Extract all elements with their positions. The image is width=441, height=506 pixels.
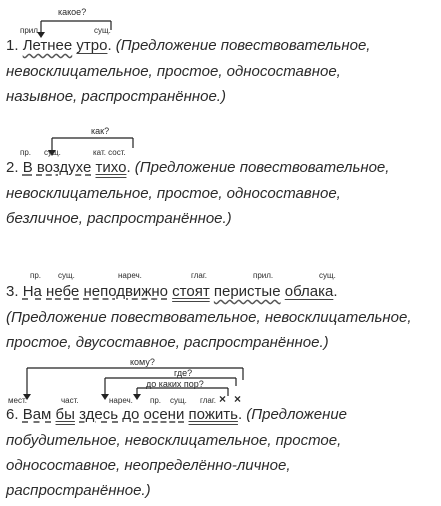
period: . bbox=[126, 159, 131, 176]
word-nebe: небе bbox=[46, 283, 80, 300]
word-by: бы bbox=[55, 406, 75, 423]
word-oseni: осени bbox=[143, 406, 185, 423]
sentence-3-line bbox=[6, 279, 338, 305]
sentence-3-description-b: простое, двусоставное, распространённое.) bbox=[6, 334, 329, 351]
word-nepodvizhno: неподвижно bbox=[83, 283, 168, 300]
sentence-2-line bbox=[6, 155, 389, 181]
subject-absent-mark-2: × bbox=[234, 392, 242, 406]
word-na: На bbox=[22, 283, 42, 300]
pos-label-noun: сущ. bbox=[44, 148, 61, 157]
word-vozduhe: воздухе bbox=[36, 159, 92, 176]
sentence-3-block bbox=[6, 262, 438, 362]
pos-label-prep: пр. bbox=[150, 396, 162, 405]
question-label-gde: где? bbox=[174, 368, 193, 378]
word-oblaka: облака bbox=[284, 283, 334, 300]
question-label: какое? bbox=[58, 7, 87, 17]
pos-label-adj: прил. bbox=[253, 271, 274, 280]
sentence-number: 6. bbox=[6, 406, 19, 423]
word-pozhit: пожить bbox=[188, 406, 238, 423]
sentence-6-description-c: односоставное, неопределённо-личное, bbox=[6, 457, 291, 474]
question-label: как? bbox=[91, 126, 110, 136]
sentence-3-description-a: (Предложение повествовательное, невосклицательное, bbox=[6, 309, 412, 326]
sentence-6-block bbox=[6, 352, 438, 506]
word-vam: Вам bbox=[22, 406, 52, 423]
sentence-6-line bbox=[6, 402, 347, 428]
sentence-1-description-b: невосклицательное, простое, односоставное, bbox=[6, 63, 341, 80]
sentence-1-description-a: (Предложение повествовательное, bbox=[115, 37, 371, 54]
sentence-2-block bbox=[6, 122, 438, 232]
sentence-1-block bbox=[6, 0, 438, 110]
question-label-do-kakih-por: до каких пор? bbox=[146, 379, 204, 389]
sentence-1-line bbox=[6, 33, 370, 59]
word-stoyat: стоят bbox=[172, 283, 210, 300]
sentence-number: 2. bbox=[6, 159, 19, 176]
sentence-2-description-a: (Предложение повествовательное, bbox=[134, 159, 390, 176]
sentence-2-description-b: невосклицательное, простое, односоставное, bbox=[6, 185, 341, 202]
pos-label-prep: пр. bbox=[20, 148, 32, 157]
sentence-number: 3. bbox=[6, 283, 19, 300]
sentence-1-description-c: назывное, распространённое.) bbox=[6, 88, 226, 105]
pos-label-adj: прил. bbox=[20, 26, 41, 35]
word-v: В bbox=[22, 159, 33, 176]
pos-label-noun: сущ. bbox=[58, 271, 75, 280]
subject-absent-mark-1: × bbox=[219, 392, 227, 406]
pos-label-part: част. bbox=[61, 396, 79, 405]
pos-label-prep: пр. bbox=[30, 271, 42, 280]
pos-label-adv: нареч. bbox=[109, 396, 133, 405]
pos-label-noun: сущ. bbox=[319, 271, 336, 280]
sentence-6-description-a: (Предложение bbox=[246, 406, 348, 423]
word-tiho: тихо bbox=[95, 159, 127, 176]
pos-label-noun: сущ. bbox=[94, 26, 111, 35]
pos-label-noun: сущ. bbox=[170, 396, 187, 405]
period: . bbox=[333, 283, 338, 300]
question-label-komu: кому? bbox=[130, 357, 155, 367]
word-utro: утро bbox=[76, 37, 108, 54]
pos-label-verb: глаг. bbox=[191, 271, 208, 280]
pos-label-state: кат. сост. bbox=[93, 148, 126, 157]
period: . bbox=[107, 37, 112, 54]
word-zdes: здесь bbox=[79, 406, 119, 423]
period: . bbox=[237, 406, 243, 423]
sentence-6-description-b: побудительное, невосклицательное, простое, bbox=[6, 432, 342, 449]
word-letnee: Летнее bbox=[22, 37, 73, 54]
sentence-2-description-c: безличное, распространённое.) bbox=[6, 210, 232, 227]
pos-label-verb: глаг. bbox=[200, 396, 217, 405]
pos-label-adv: нареч. bbox=[118, 271, 142, 280]
sentence-number: 1. bbox=[6, 37, 19, 54]
pos-label-pron: мест. bbox=[8, 396, 27, 405]
word-do: до bbox=[122, 406, 140, 423]
word-peristye: перистые bbox=[213, 283, 281, 300]
sentence-6-description-d: распространённое.) bbox=[6, 482, 151, 499]
